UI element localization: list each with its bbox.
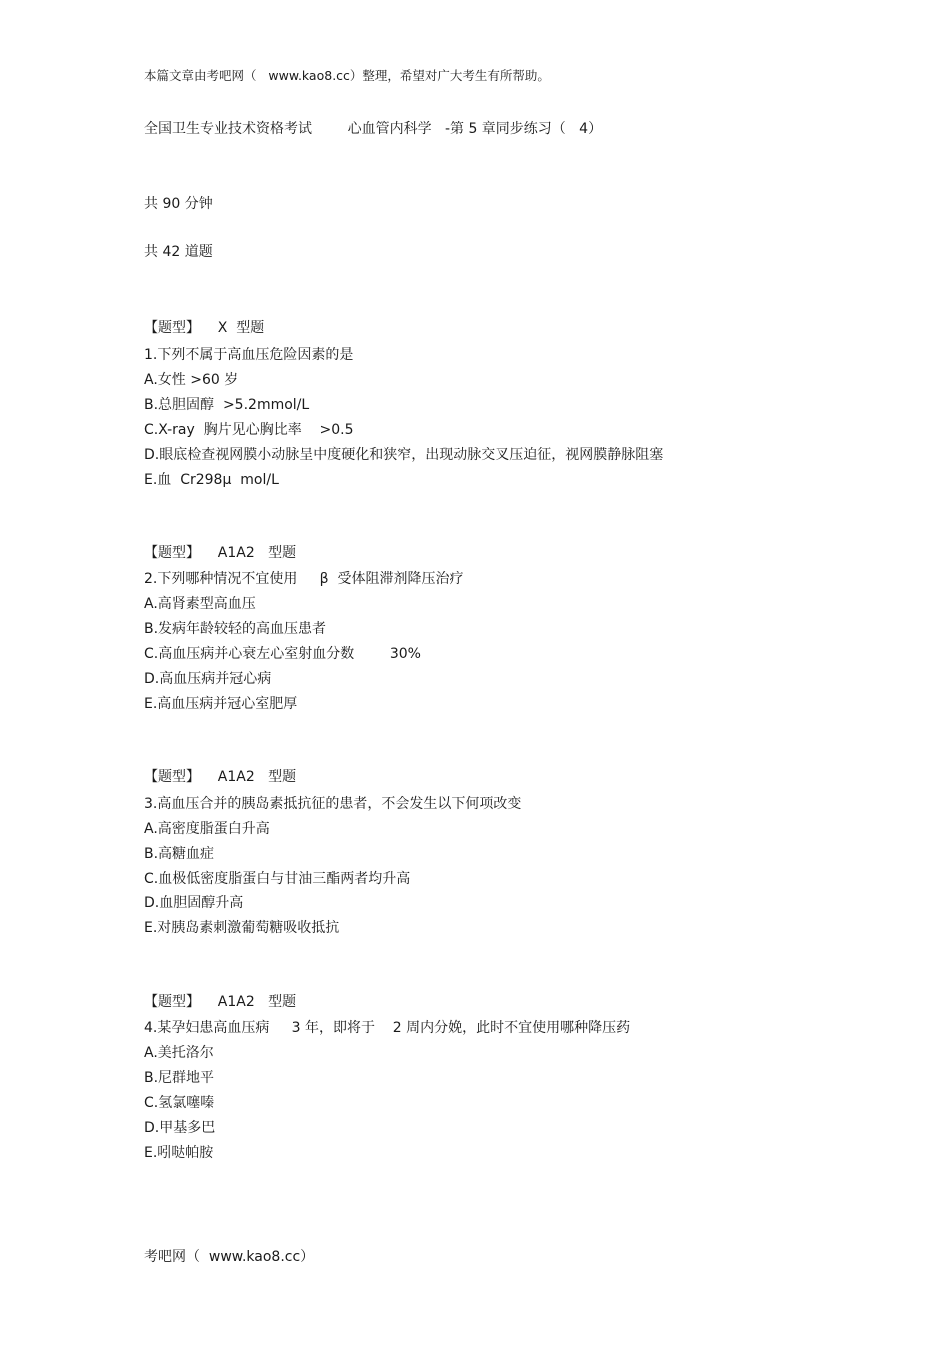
option-e: E.高血压病并冠心室肥厚 <box>144 696 298 712</box>
option-e: E.吲哒帕胺 <box>144 1145 214 1161</box>
footer: 考吧网（ www.kao8.cc） <box>144 1249 315 1265</box>
option-d: D.血胆固醇升高 <box>144 895 244 911</box>
option-c: C.血极低密度脂蛋白与甘油三酯两者均升高 <box>144 871 411 887</box>
option-d: D.高血压病并冠心病 <box>144 671 272 687</box>
question-stem: 1.下列不属于高血压危险因素的是 <box>144 347 354 363</box>
option-a: A.高肾素型高血压 <box>144 596 256 612</box>
question-stem: 3.高血压合并的胰岛素抵抗征的患者，不会发生以下何项改变 <box>144 796 522 812</box>
option-b: B.尼群地平 <box>144 1070 215 1086</box>
option-e: E.对胰岛素刺激葡萄糖吸收抵抗 <box>144 920 340 936</box>
option-a: A.高密度脂蛋白升高 <box>144 821 270 837</box>
option-d: D.甲基多巴 <box>144 1120 216 1136</box>
option-b: B.高糖血症 <box>144 846 215 862</box>
question-stem: 2.下列哪种情况不宜使用 β 受体阻滞剂降压治疗 <box>144 571 464 587</box>
option-c: C.高血压病并心衰左心室射血分数 30% <box>144 646 421 662</box>
option-c: C.X-ray 胸片见心胸比率 >0.5 <box>144 422 354 438</box>
option-b: B.总胆固醇 >5.2mmol/L <box>144 397 310 413</box>
question-stem: 4.某孕妇患高血压病 3 年，即将于 2 周内分娩，此时不宜使用哪种降压药 <box>144 1020 631 1036</box>
question-type: 【题型】 A1A2 型题 <box>144 545 297 561</box>
question-type: 【题型】 A1A2 型题 <box>144 769 297 785</box>
option-b: B.发病年龄较轻的高血压患者 <box>144 621 327 637</box>
option-a: A.美托洛尔 <box>144 1045 214 1061</box>
option-d: D.眼底检查视网膜小动脉呈中度硬化和狭窄，出现动脉交叉压迫征，视网膜静脉阻塞 <box>144 447 664 463</box>
question-type: 【题型】 X 型题 <box>144 320 265 336</box>
total-time: 共 90 分钟 <box>144 196 213 212</box>
question-type: 【题型】 A1A2 型题 <box>144 994 297 1010</box>
header-note: 本篇文章由考吧网（ www.kao8.cc）整理，希望对广大考生有所帮助。 <box>144 68 550 83</box>
option-a: A.女性 >60 岁 <box>144 372 239 388</box>
total-questions: 共 42 道题 <box>144 244 213 260</box>
option-c: C.氢氯噻嗪 <box>144 1095 215 1111</box>
option-e: E.血 Cr298μ mol/L <box>144 472 279 488</box>
document-title: 全国卫生专业技术资格考试 心血管内科学 -第 5 章同步练习（ 4） <box>144 121 603 137</box>
